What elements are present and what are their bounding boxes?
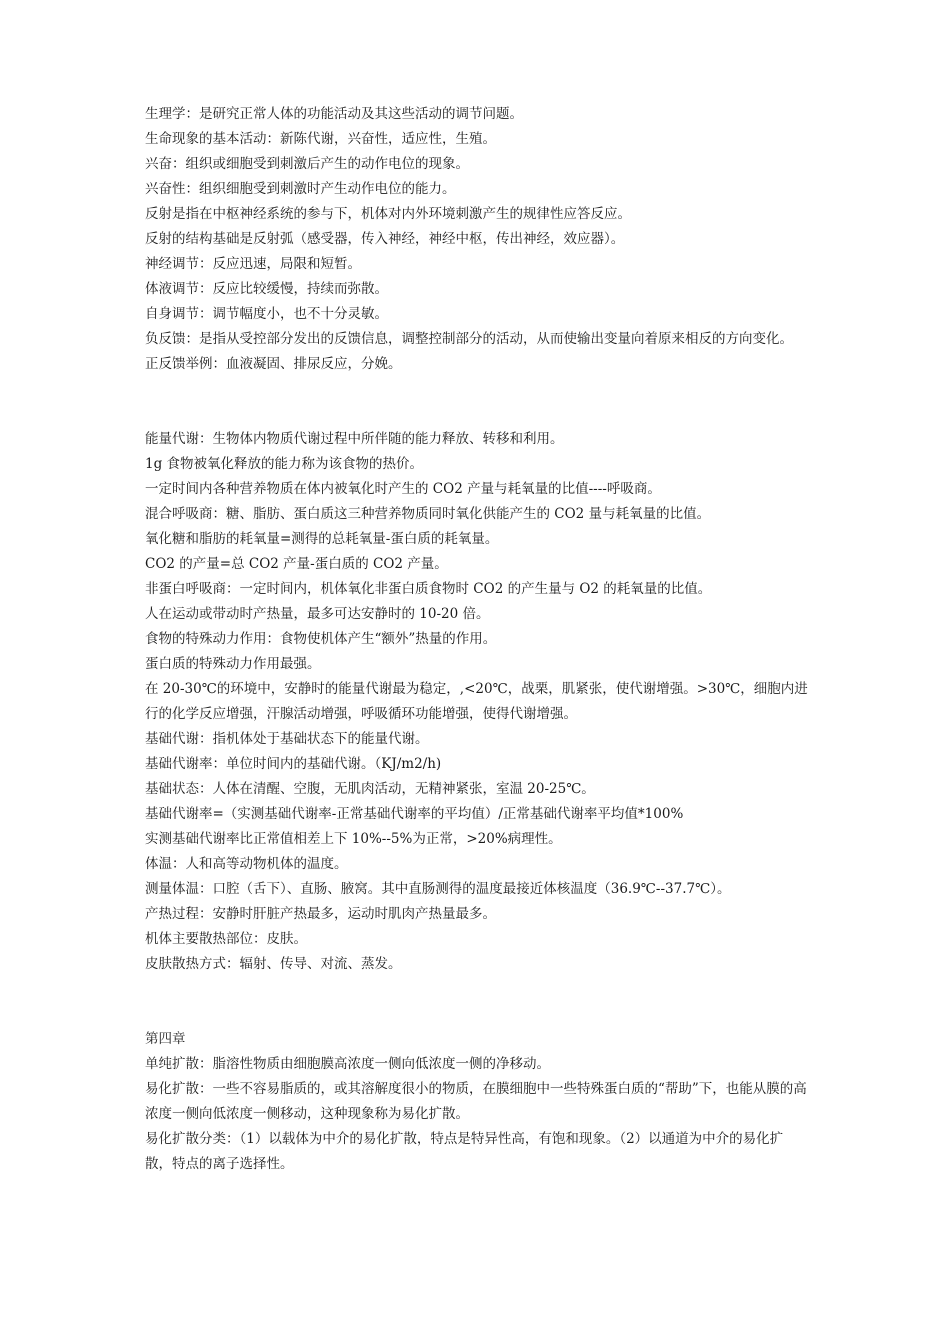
text-line: 实测基础代谢率比正常值相差上下 10%--5%为正常，>20%病理性。 (145, 831, 562, 847)
text-line: 混合呼吸商：糖、脂肪、蛋白质这三种营养物质同时氧化供能产生的 CO2 量与耗氧量的比值。 (145, 506, 711, 522)
text-line: 食物的特殊动力作用：食物使机体产生“额外”热量的作用。 (145, 631, 497, 647)
section-spacer (145, 977, 810, 1027)
text-line: 兴奋性：组织细胞受到刺激时产生动作电位的能力。 (145, 181, 456, 197)
text-line: 自身调节：调节幅度小，也不十分灵敏。 (145, 306, 388, 322)
text-line: 蛋白质的特殊动力作用最强。 (145, 656, 321, 672)
text-line: 测量体温：口腔（舌下）、直肠、腋窝。其中直肠测得的温度最接近体核温度（36.9℃--37.7℃）。 (145, 881, 731, 897)
text-line: 反射的结构基础是反射弧（感受器，传入神经，神经中枢，传出神经，效应器）。 (145, 231, 625, 247)
text-line: 兴奋：组织或细胞受到刺激后产生的动作电位的现象。 (145, 156, 469, 172)
text-line: 基础代谢率：单位时间内的基础代谢。（KJ/m2/h) (145, 756, 442, 772)
text-line: 一定时间内各种营养物质在体内被氧化时产生的 CO2 产量与耗氧量的比值----呼吸商。 (145, 481, 661, 497)
section-energy-metabolism (145, 427, 810, 977)
text-line: 产热过程：安静时肝脏产热最多，运动时肌肉产热量最多。 (145, 906, 496, 922)
section-physiology-basics (145, 102, 810, 377)
text-line: 氧化糖和脂肪的耗氧量=测得的总耗氧量-蛋白质的耗氧量。 (145, 531, 499, 547)
text-line: 在 20-30℃的环境中，安静时的能量代谢最为稳定，,<20℃，战栗，肌紧张，使代谢增强。>30℃，细胞内进行的化学反应增强，汗腺活动增强，呼吸循环功能增强，使得代谢增强。 (145, 681, 808, 722)
document-page (145, 102, 810, 1177)
chapter-heading: 第四章 (145, 1031, 186, 1047)
text-line: 生命现象的基本活动：新陈代谢，兴奋性，适应性，生殖。 (145, 131, 496, 147)
text-line: 人在运动或带动时产热量，最多可达安静时的 10-20 倍。 (145, 606, 490, 622)
text-line: 能量代谢：生物体内物质代谢过程中所伴随的能力释放、转移和利用。 (145, 431, 564, 447)
text-line: 皮肤散热方式：辐射、传导、对流、蒸发。 (145, 956, 402, 972)
text-line: 体温：人和高等动物机体的温度。 (145, 856, 348, 872)
text-line: CO2 的产量=总 CO2 产量-蛋白质的 CO2 产量。 (145, 556, 448, 572)
text-line: 神经调节：反应迅速，局限和短暂。 (145, 256, 361, 272)
text-line: 正反馈举例：血液凝固、排尿反应，分娩。 (145, 356, 402, 372)
text-line: 反射是指在中枢神经系统的参与下，机体对内外环境刺激产生的规律性应答反应。 (145, 206, 631, 222)
text-line: 单纯扩散：脂溶性物质由细胞膜高浓度一侧向低浓度一侧的净移动。 (145, 1056, 550, 1072)
text-line: 易化扩散分类：（1）以载体为中介的易化扩散，特点是特异性高，有饱和现象。（2）以通道为中介的易化扩散，特点的离子选择性。 (145, 1131, 784, 1172)
text-line: 基础代谢：指机体处于基础状态下的能量代谢。 (145, 731, 429, 747)
text-line: 体液调节：反应比较缓慢，持续而弥散。 (145, 281, 388, 297)
text-line: 基础状态：人体在清醒、空腹，无肌肉活动，无精神紧张，室温 20-25℃。 (145, 781, 595, 797)
text-line: 机体主要散热部位：皮肤。 (145, 931, 307, 947)
section-spacer (145, 377, 810, 427)
text-line: 非蛋白呼吸商：一定时间内，机体氧化非蛋白质食物时 CO2 的产生量与 O2 的耗氧量的比值。 (145, 581, 712, 597)
text-line: 负反馈：是指从受控部分发出的反馈信息，调整控制部分的活动，从而使输出变量向着原来相反的方向变化。 (145, 331, 793, 347)
text-line: 易化扩散：一些不容易脂质的，或其溶解度很小的物质，在膜细胞中一些特殊蛋白质的“帮助”下，也能从膜的高浓度一侧向低浓度一侧移动，这种现象称为易化扩散。 (145, 1081, 807, 1122)
text-line: 生理学：是研究正常人体的功能活动及其这些活动的调节问题。 (145, 106, 523, 122)
text-line: 基础代谢率=（实测基础代谢率-正常基础代谢率的平均值）/正常基础代谢率平均值*100% (145, 806, 684, 822)
section-chapter-four (145, 1027, 810, 1177)
text-line: 1g 食物被氧化释放的能力称为该食物的热价。 (145, 456, 424, 472)
